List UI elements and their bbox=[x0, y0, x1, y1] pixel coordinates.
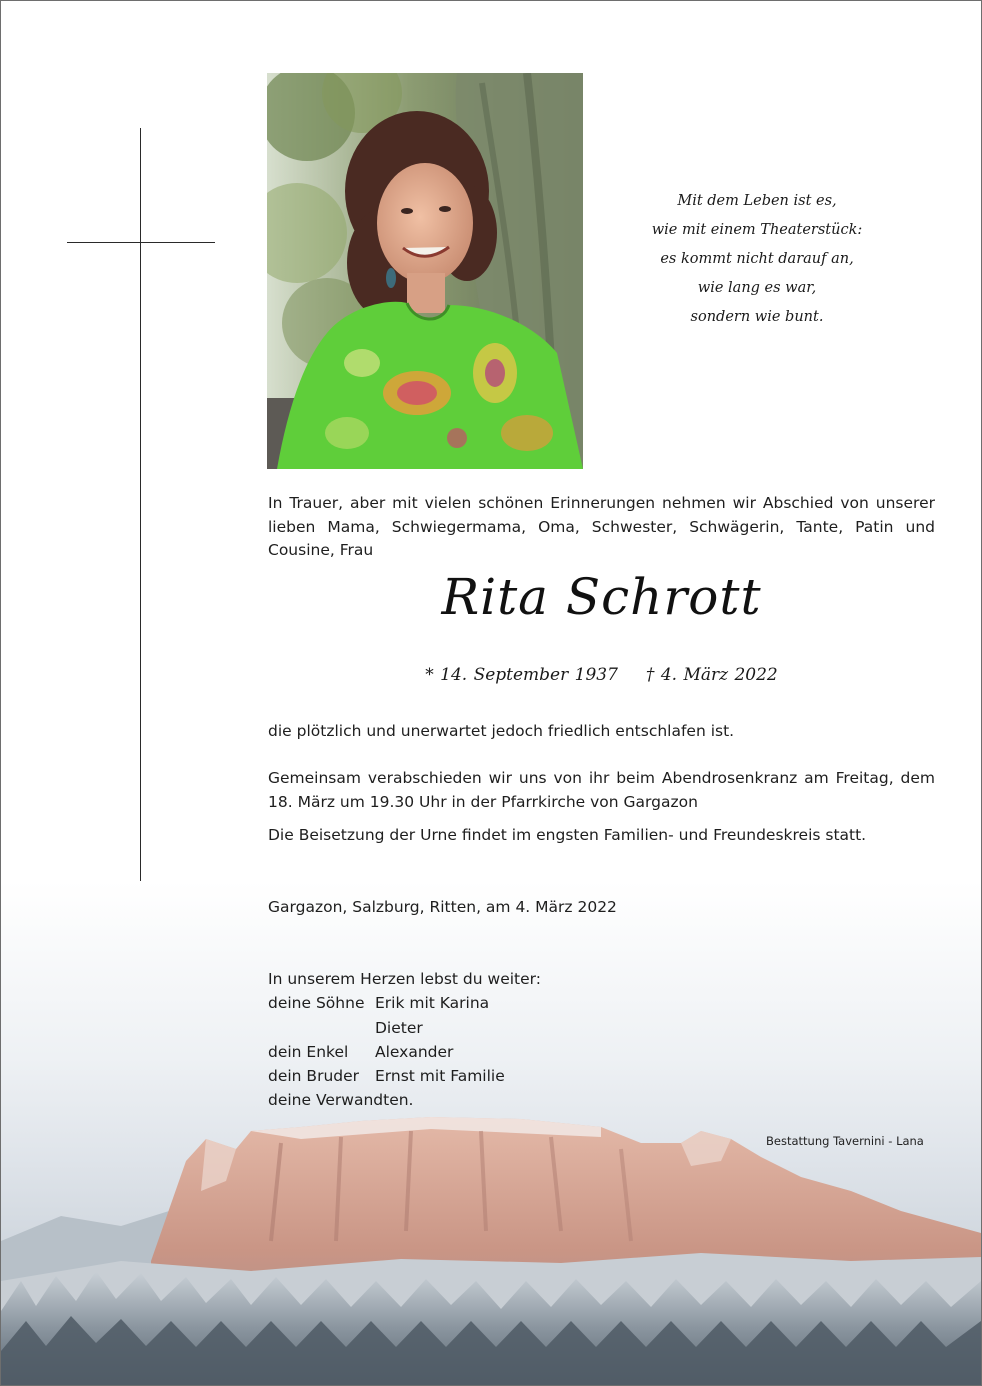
memorial-quote bbox=[601, 187, 913, 332]
survivor-row bbox=[268, 991, 541, 1015]
survivors-list bbox=[268, 967, 541, 1113]
burial-text: Die Beisetzung der Urne findet im engsten Familien- und Freundeskreis statt. bbox=[268, 826, 867, 844]
survivor-names: Dieter bbox=[375, 1018, 423, 1037]
intro-line-2: lieben Mama, Schwiegermama, Oma, Schwester, Schwägerin, Tante, Patin und bbox=[268, 517, 935, 536]
birth-date: * 14. September 1937 bbox=[425, 665, 618, 685]
survivor-row bbox=[268, 1016, 541, 1040]
survivor-names: Erik mit Karina bbox=[375, 994, 490, 1013]
survivor-row bbox=[268, 1088, 541, 1112]
cross-vertical-bar bbox=[140, 128, 141, 929]
survivor-names: Alexander bbox=[375, 1042, 454, 1061]
survivor-relation: deine Verwandten. bbox=[268, 1091, 414, 1110]
intro-paragraph bbox=[268, 492, 935, 563]
survivor-relation: dein Enkel bbox=[268, 1042, 349, 1061]
cross-horizontal-bar bbox=[67, 242, 215, 243]
mountain-landscape-image bbox=[1, 881, 981, 1385]
quote-line: wie lang es war, bbox=[697, 280, 817, 296]
place-and-date: Gargazon, Salzburg, Ritten, am 4. März 2022 bbox=[268, 898, 617, 916]
rosary-line-1: Gemeinsam verabschieden wir uns von ihr beim Abendrosenkranz am Freitag, dem bbox=[268, 769, 935, 787]
passing-text: die plötzlich und unerwartet jedoch friedlich entschlafen ist. bbox=[268, 722, 735, 740]
survivors-heading: In unserem Herzen lebst du weiter: bbox=[268, 970, 541, 988]
survivor-names: Ernst mit Familie bbox=[375, 1067, 505, 1086]
intro-line-1: In Trauer, aber mit vielen schönen Erinnerungen nehmen wir Abschied von unserer bbox=[268, 494, 935, 512]
quote-line: Mit dem Leben ist es, bbox=[677, 193, 837, 209]
quote-line: sondern wie bunt. bbox=[690, 309, 824, 325]
rosary-paragraph bbox=[268, 767, 935, 814]
quote-line: es kommt nicht darauf an, bbox=[660, 251, 854, 267]
survivor-row bbox=[268, 1040, 541, 1064]
survivor-relation: deine Söhne bbox=[268, 994, 365, 1013]
funeral-home-credit: Bestattung Tavernini - Lana bbox=[766, 1134, 924, 1148]
quote-line: wie mit einem Theaterstück: bbox=[651, 222, 863, 238]
death-date: † 4. März 2022 bbox=[645, 665, 778, 685]
life-dates bbox=[268, 661, 935, 689]
survivor-relation: dein Bruder bbox=[268, 1067, 360, 1086]
intro-line-3: Cousine, Frau bbox=[268, 541, 374, 559]
survivor-relation bbox=[268, 1016, 375, 1040]
portrait-photo bbox=[267, 73, 583, 469]
survivor-row bbox=[268, 1064, 541, 1088]
rosary-line-2: 18. März um 19.30 Uhr in der Pfarrkirche von Gargazon bbox=[268, 792, 698, 811]
deceased-name: Rita Schrott bbox=[441, 568, 762, 626]
